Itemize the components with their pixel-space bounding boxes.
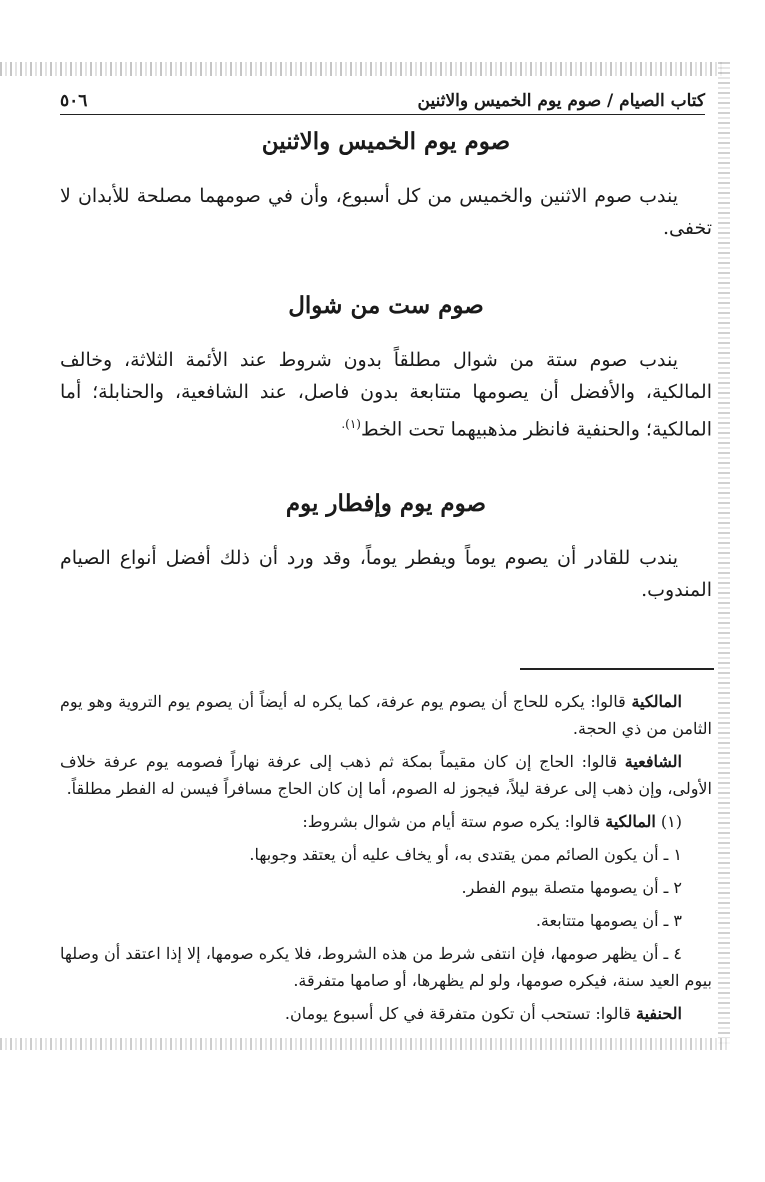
section-paragraph [60, 180, 712, 244]
paragraph-text: يندب صوم الاثنين والخميس من كل أسبوع، وأن في صومهما مصلحة للأبدان لا تخفى. [60, 185, 712, 239]
footnote [60, 808, 712, 835]
madhhab-label: الحنفية [636, 1004, 682, 1023]
paragraph-body: يندب صوم ستة من شوال مطلقاً بدون شروط عند الأئمة الثلاثة، وخالف المالكية، والأفضل أن يصومها متتابعة بدون فاصل، عند الشافعية، والحنابلة؛ أما المالكية؛ والحنفية فانظر مذهبيهما تحت الخط [60, 349, 712, 441]
section-title: صوم يوم وإفطار يوم [285, 490, 487, 517]
paragraph-text: يندب للقادر أن يصوم يوماً ويفطر يوماً، وقد ورد أن ذلك أفضل أنواع الصيام المندوب. [60, 547, 712, 601]
footnote [60, 748, 712, 802]
page-header [60, 88, 705, 115]
footnote-condition: ٣ ـ أن يصومها متتابعة. [535, 911, 682, 930]
madhhab-label: الشافعية [624, 752, 682, 771]
bottom-ornamental-border [0, 1038, 730, 1050]
madhhab-label: المالكية [605, 812, 656, 831]
footnote-text: قالوا: يكره للحاج أن يصوم يوم عرفة، كما يكره له أيضاً أن يصوم يوم التروية وهو يوم الثامن من ذي الحجة. [60, 692, 712, 738]
section-title: صوم ست من شوال [288, 292, 484, 319]
section-alternate-fasting [60, 490, 712, 517]
footnote [60, 688, 712, 742]
footnotes [60, 688, 712, 1033]
footnote-separator [520, 668, 714, 670]
footnote-condition: ٤ ـ أن يظهر صومها، فإن انتفى شرط من هذه الشروط، فلا يكره صومها، إلا إذا اعتقد أن وصلها بيوم العيد سنة، فيكره صومها، ولو لم يظهرها، أو صامها متفرقة. [60, 944, 712, 990]
top-ornamental-border [0, 62, 722, 76]
footnote-text: قالوا: الحاج إن كان مقيماً بمكة ثم ذهب إلى عرفة نهاراً فصومه يوم عرفة خلاف الأولى، وإن ذهب إلى عرفة ليلاً، فيجوز له الصوم، أما إن كان الحاج مسافراً فيسن له الفطر مطلقاً. [60, 752, 712, 798]
section-six-shawwal [60, 292, 712, 319]
footnote-condition: ١ ـ أن يكون الصائم ممن يقتدى به، أو يخاف عليه أن يعتقد وجوبها. [249, 845, 682, 864]
page-number: ٥٠٦ [60, 91, 88, 111]
section-title: صوم يوم الخميس والاثنين [261, 128, 511, 155]
section-paragraph [60, 542, 712, 606]
footnote-text: قالوا: تستحب أن تكون متفرقة في كل أسبوع يومان. [284, 1004, 631, 1023]
footnote-reference: (١). [341, 417, 361, 431]
madhhab-label: المالكية [631, 692, 682, 711]
footnote [60, 1000, 712, 1027]
footnote-text: قالوا: يكره صوم ستة أيام من شوال بشروط: [302, 812, 601, 831]
paragraph-text [60, 344, 712, 445]
footnote-condition: ٢ ـ أن يصومها متصلة بيوم الفطر. [461, 878, 682, 897]
section-thursday-monday [60, 128, 712, 155]
footnote-number: (١) [660, 812, 682, 831]
right-ornamental-border [718, 62, 730, 1047]
running-title: كتاب الصيام / صوم يوم الخميس والاثنين [417, 91, 705, 111]
section-paragraph [60, 344, 712, 445]
